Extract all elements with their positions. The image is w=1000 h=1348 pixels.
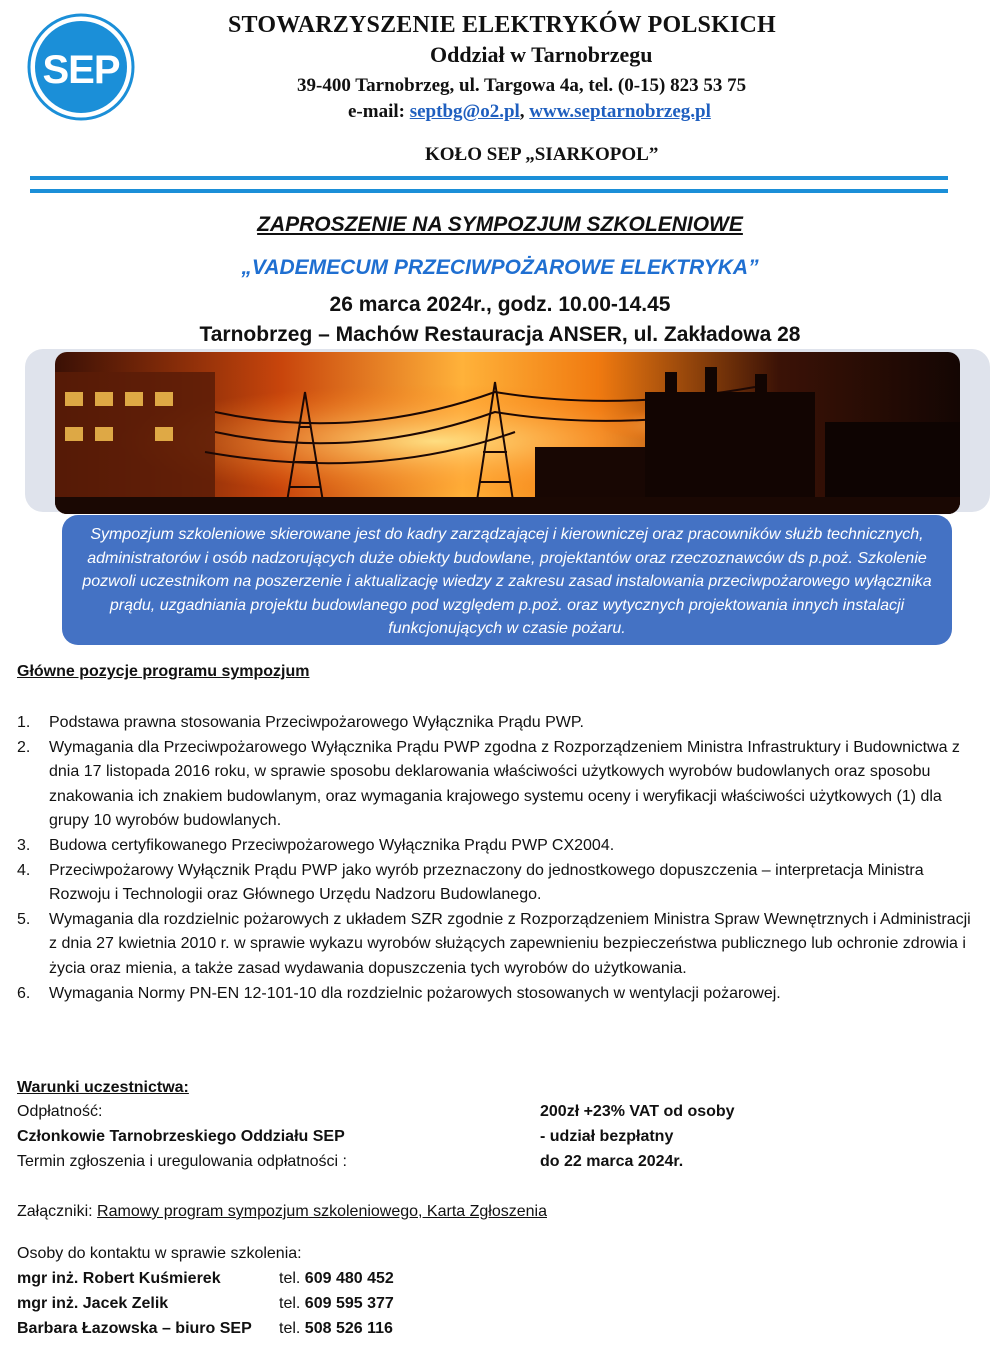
contacts-heading: Osoby do kontaktu w sprawie szkolenia: <box>17 1245 302 1262</box>
condition-value: 200zł +23% VAT od osoby <box>540 1103 735 1120</box>
tel-label: tel. <box>279 1295 305 1312</box>
contact-row <box>17 1270 394 1288</box>
condition-label: Termin zgłoszenia i uregulowania odpłatności : <box>17 1153 347 1170</box>
intro-box <box>62 515 952 645</box>
item-number: 4. <box>17 861 31 879</box>
contact-phone[interactable]: 609 595 377 <box>304 1295 394 1312</box>
item-number: 6. <box>17 984 31 1002</box>
email-line <box>348 101 711 123</box>
org-name: STOWARZYSZENIE ELEKTRYKÓW POLSKICH <box>228 12 776 38</box>
condition-value: - udział bezpłatny <box>540 1128 674 1145</box>
item-number: 1. <box>17 714 31 731</box>
sep-logo <box>26 12 136 122</box>
contact-phone[interactable]: 609 480 452 <box>304 1270 394 1287</box>
item-text: Budowa certyfikowanego Przeciwpożarowego Wyłącznika Prądu PWP CX2004. <box>49 836 615 854</box>
item-number: 2. <box>17 738 31 756</box>
event-datetime: 26 marca 2024r., godz. 10.00-14.45 <box>329 293 671 316</box>
list-item <box>17 982 977 1007</box>
condition-value: do 22 marca 2024r. <box>540 1153 684 1170</box>
tel-label: tel. <box>279 1270 305 1287</box>
invitation-title: ZAPROSZENIE NA SYMPOZJUM SZKOLENIOWE <box>257 213 743 236</box>
item-text: Wymagania dla Przeciwpożarowego Wyłącznika Prądu PWP zgodna z Rozporządzeniem Ministra Infrastruktury i Budownictwa z dnia 17 listopada 2016 roku, w sprawie sposobu deklarowania właściwości użytkowych wyrobów budowlanych oraz sposobu znakowania ich znakiem budowlanym, oraz wymagania krajowego systemu oceny i weryfikacji właściwości użytkowych (1) dla grupy 10 wyrobów budowlanych. <box>49 738 960 830</box>
conditions-heading: Warunki uczestnictwa: <box>17 1079 189 1096</box>
symposium-theme: „VADEMECUM PRZECIWPOŻAROWE ELEKTRYKA” <box>241 256 759 279</box>
attachments <box>17 1203 547 1221</box>
header-divider-bottom <box>30 189 948 193</box>
email-link[interactable]: septbg@o2.pl <box>409 101 520 122</box>
tel-label: tel. <box>279 1320 305 1337</box>
attachments-link[interactable]: Ramowy program sympozjum szkoleniowego, Karta Zgłoszenia <box>97 1203 547 1220</box>
contact-row <box>17 1295 394 1313</box>
item-number: 5. <box>17 910 31 928</box>
email-label: e-mail: <box>348 101 410 122</box>
condition-label: Odpłatność: <box>17 1103 103 1120</box>
event-place: Tarnobrzeg – Machów Restauracja ANSER, ul. Zakładowa 28 <box>199 323 801 346</box>
item-text: Podstawa prawna stosowania Przeciwpożarowego Wyłącznika Prądu PWP. <box>49 714 584 731</box>
contact-name: mgr inż. Jacek Zelik <box>17 1295 169 1312</box>
intro-text: Sympozjum szkoleniowe skierowane jest do kadry zarządzającej i kierowniczej oraz pracowników służb technicznych, administratorów i osób nadzorujących duże obiekty budowlane, projektantów oraz rzeczoznawców ds p.poż. Szkolenie pozwoli uczestnikom na poszerzenie i aktualizację wiedzy z zakresu zasad instalowania przeciwpożarowego wyłącznika prądu, uzgadniania projektu budowlanego pod względem p.poż. oraz wytycznych projektowania innych instalacji funkcjonujących w czasie pożaru. <box>82 526 932 638</box>
branch-name: Oddział w Tarnobrzegu <box>430 42 653 67</box>
fire-substation-photo <box>55 352 960 514</box>
program-heading: Główne pozycje programu sympozjum <box>17 663 310 680</box>
address: 39-400 Tarnobrzeg, ul. Targowa 4a, tel. (0-15) 823 53 75 <box>297 75 747 96</box>
condition-row <box>17 1153 684 1171</box>
contact-phone[interactable]: 508 526 116 <box>304 1320 393 1337</box>
header-divider-top <box>30 176 948 180</box>
website-link[interactable]: www.septarnobrzeg.pl <box>529 101 711 122</box>
program-list <box>17 711 977 1006</box>
item-text: Wymagania dla rozdzielnic pożarowych z układem SZR zgodnie z Rozporządzeniem Ministra Spraw Wewnętrznych i Administracji z dnia 27 kwietnia 2010 r. w sprawie wykazu wyrobów służących zapewnieniu bezpieczeństwa publicznego lub ochronie zdrowia i życia oraz mienia, a także zasad wydawania dopuszczenia tych wyrobów do użytkowania. <box>49 910 971 977</box>
list-item <box>17 859 977 908</box>
item-number: 3. <box>17 836 31 854</box>
list-item <box>17 834 977 859</box>
item-text: Wymagania Normy PN-EN 12-101-10 dla rozdzielnic pożarowych stosowanych w wentylacji pożarowej. <box>49 984 781 1002</box>
contact-name: Barbara Łazowska – biuro SEP <box>17 1320 252 1337</box>
attachments-label: Załączniki: <box>17 1203 98 1220</box>
condition-row <box>17 1128 674 1146</box>
item-text: Przeciwpożarowy Wyłącznik Prądu PWP jako wyrób przeznaczony do jednostkowego dopuszczenia – interpretacja Ministra Rozwoju i Technologii oraz Głównego Urzędu Nadzoru Budowlanego. <box>49 861 924 904</box>
list-item <box>17 736 977 834</box>
condition-row <box>17 1103 735 1121</box>
condition-label: Członkowie Tarnobrzeskiego Oddziału SEP <box>17 1128 345 1145</box>
contact-name: mgr inż. Robert Kuśmierek <box>17 1270 221 1287</box>
separator: , <box>519 101 530 122</box>
contact-row <box>17 1320 393 1338</box>
list-item <box>17 711 977 736</box>
club-name: KOŁO SEP „SIARKOPOL” <box>425 144 659 165</box>
logo-text: SEP <box>42 48 120 92</box>
list-item <box>17 908 977 982</box>
